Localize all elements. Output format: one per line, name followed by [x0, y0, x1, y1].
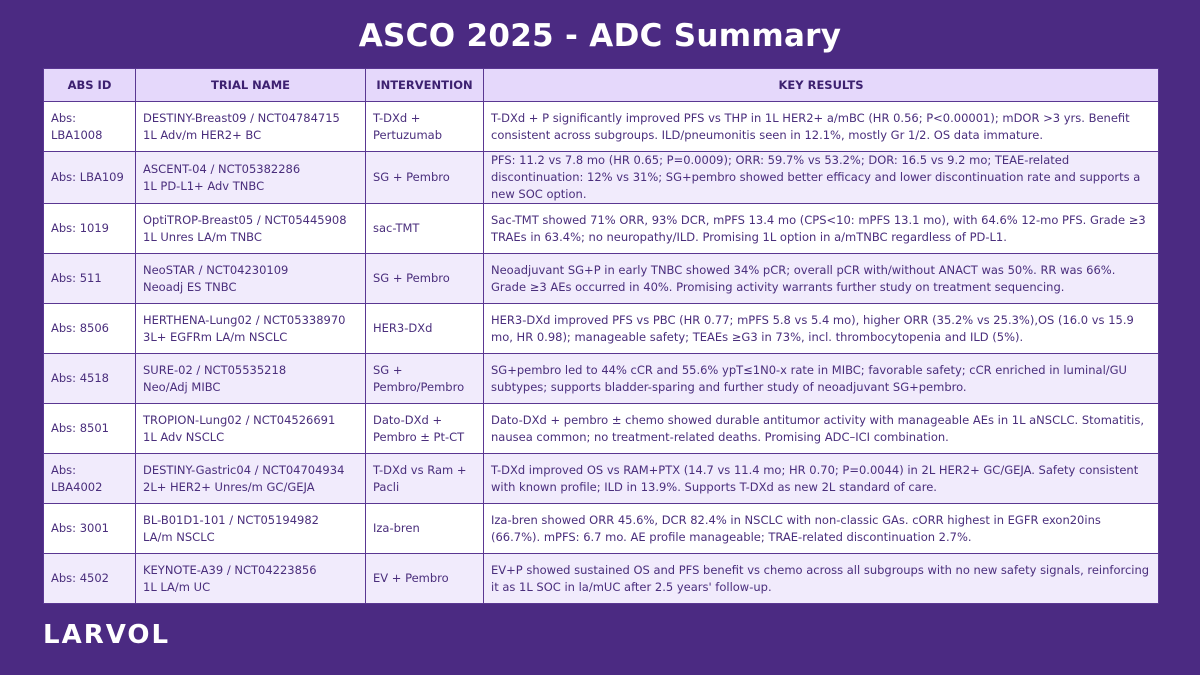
abs-id-cell: Abs: 4502: [44, 554, 136, 604]
table-row: [44, 454, 1159, 504]
table-row: [44, 554, 1159, 604]
trial-name-cell: [136, 504, 366, 554]
abs-id-cell: Abs: 8506: [44, 304, 136, 354]
key-results-cell: Iza-bren showed ORR 45.6%, DCR 82.4% in NSCLC with non-classic GAs. cORR highest in EGFR exon20ins (66.7%). mPFS: 6.7 mo. AE profile manageable; TRAE-related discontinuation 2.7%.: [484, 504, 1159, 554]
key-results-cell: Sac-TMT showed 71% ORR, 93% DCR, mPFS 13.4 mo (CPS<10: mPFS 13.1 mo), with 64.6% 12-mo PFS. Grade ≥3 TRAEs in 63.4%; no neuropathy/ILD. Promising 1L option in a/mTNBC regardless of PD-L1.: [484, 204, 1159, 254]
trial-name-cell: [136, 354, 366, 404]
trial-name-cell: [136, 204, 366, 254]
trial-name-cell: [136, 404, 366, 454]
table-row: [44, 204, 1159, 254]
trial-name-cell: [136, 254, 366, 304]
abs-id-cell: Abs: LBA1008: [44, 102, 136, 152]
intervention-cell: HER3-DXd: [366, 304, 484, 354]
page-title: ASCO 2025 - ADC Summary: [358, 18, 842, 54]
abs-id-cell: Abs: LBA4002: [44, 454, 136, 504]
abs-id-cell: Abs: 3001: [44, 504, 136, 554]
trial-name: NeoSTAR / NCT04230109: [143, 262, 289, 277]
table-row: [44, 152, 1159, 204]
table-header-row: [44, 69, 1159, 102]
intervention-cell: SG + Pembro: [366, 152, 484, 204]
trial-name: TROPION-Lung02 / NCT04526691: [143, 412, 336, 427]
intervention-cell: T-DXd vs Ram + Pacli: [366, 454, 484, 504]
intervention-cell: T-DXd + Pertuzumab: [366, 102, 484, 152]
trial-name: BL-B01D1-101 / NCT05194982: [143, 512, 320, 527]
key-results-cell: T-DXd + P significantly improved PFS vs THP in 1L HER2+ a/mBC (HR 0.56; P<0.00001); mDOR >3 yrs. Benefit consistent across subgroups. ILD/pneumonitis seen in 12.1%, mostly Gr 1/2. OS data immature.: [484, 102, 1159, 152]
table-row: [44, 102, 1159, 152]
trial-name: KEYNOTE-A39 / NCT04223856: [143, 562, 317, 577]
trial-name: OptiTROP-Breast05 / NCT05445908: [143, 212, 347, 227]
trial-population: 1L Unres LA/m TNBC: [143, 229, 262, 244]
trial-name-cell: [136, 102, 366, 152]
intervention-cell: Iza-bren: [366, 504, 484, 554]
abs-id-cell: Abs: LBA109: [44, 152, 136, 204]
trial-population: Neoadj ES TNBC: [143, 279, 237, 294]
trial-name-cell: [136, 454, 366, 504]
trial-name: DESTINY-Gastric04 / NCT04704934: [143, 462, 345, 477]
trial-name: HERTHENA-Lung02 / NCT05338970: [143, 312, 346, 327]
larvol-logo: LARVOL: [43, 620, 171, 650]
trial-population: 1L PD-L1+ Adv TNBC: [143, 178, 265, 193]
intervention-cell: SG + Pembro/Pembro: [366, 354, 484, 404]
table-row: [44, 504, 1159, 554]
col-header-key-results: KEY RESULTS: [484, 69, 1159, 102]
table-body: [44, 102, 1159, 604]
trial-population: 1L Adv NSCLC: [143, 429, 225, 444]
trial-name: DESTINY-Breast09 / NCT04784715: [143, 110, 340, 125]
abs-id-cell: Abs: 1019: [44, 204, 136, 254]
table-row: [44, 254, 1159, 304]
table-row: [44, 404, 1159, 454]
trial-name-cell: [136, 152, 366, 204]
key-results-cell: Dato-DXd + pembro ± chemo showed durable antitumor activity with manageable AEs in 1L aNSCLC. Stomatitis, nausea common; no treatment-related deaths. Promising ADC–ICI combination.: [484, 404, 1159, 454]
trial-name: SURE-02 / NCT05535218: [143, 362, 287, 377]
intervention-cell: sac-TMT: [366, 204, 484, 254]
trial-population: LA/m NSCLC: [143, 529, 215, 544]
trial-population: Neo/Adj MIBC: [143, 379, 221, 394]
trial-name: ASCENT-04 / NCT05382286: [143, 161, 301, 176]
key-results-cell: HER3-DXd improved PFS vs PBC (HR 0.77; mPFS 5.8 vs 5.4 mo), higher ORR (35.2% vs 25.3%),OS (16.0 vs 15.9 mo, HR 0.98); manageable safety; TEAEs ≥G3 in 73%, incl. thrombocytopenia and ILD (5%).: [484, 304, 1159, 354]
trial-population: 3L+ EGFRm LA/m NSCLC: [143, 329, 288, 344]
key-results-cell: T-DXd improved OS vs RAM+PTX (14.7 vs 11.4 mo; HR 0.70; P=0.0044) in 2L HER2+ GC/GEJA. Safety consistent with known profile; ILD in 13.9%. Supports T-DXd as new 2L standard of care.: [484, 454, 1159, 504]
table-row: [44, 354, 1159, 404]
col-header-trial-name: TRIAL NAME: [136, 69, 366, 102]
abs-id-cell: Abs: 8501: [44, 404, 136, 454]
col-header-intervention: INTERVENTION: [366, 69, 484, 102]
intervention-cell: SG + Pembro: [366, 254, 484, 304]
key-results-cell: Neoadjuvant SG+P in early TNBC showed 34% pCR; overall pCR with/without ANACT was 50%. RR was 66%. Grade ≥3 AEs occurred in 40%. Promising activity warrants further study on treatment sequencing.: [484, 254, 1159, 304]
key-results-cell: PFS: 11.2 vs 7.8 mo (HR 0.65; P=0.0009); ORR: 59.7% vs 53.2%; DOR: 16.5 vs 9.2 mo; TEAE-related discontinuation: 12% vs 31%; SG+pembro showed better efficacy and lower discontinuation rate and supports a new SOC option.: [484, 152, 1159, 204]
trial-population: 1L Adv/m HER2+ BC: [143, 127, 262, 142]
summary-table: [43, 68, 1159, 604]
table-row: [44, 304, 1159, 354]
intervention-cell: EV + Pembro: [366, 554, 484, 604]
trial-name-cell: [136, 554, 366, 604]
trial-name-cell: [136, 304, 366, 354]
intervention-cell: Dato-DXd + Pembro ± Pt-CT: [366, 404, 484, 454]
key-results-cell: EV+P showed sustained OS and PFS benefit vs chemo across all subgroups with no new safety signals, reinforcing it as 1L SOC in la/mUC after 2.5 years' follow-up.: [484, 554, 1159, 604]
trial-population: 2L+ HER2+ Unres/m GC/GEJA: [143, 479, 315, 494]
abs-id-cell: Abs: 4518: [44, 354, 136, 404]
trial-population: 1L LA/m UC: [143, 579, 211, 594]
key-results-cell: SG+pembro led to 44% cCR and 55.6% ypT≤1N0-x rate in MIBC; favorable safety; cCR enriched in luminal/GU subtypes; supports bladder-sparing and further study of neoadjuvant SG+pembro.: [484, 354, 1159, 404]
abs-id-cell: Abs: 511: [44, 254, 136, 304]
col-header-abs-id: ABS ID: [44, 69, 136, 102]
